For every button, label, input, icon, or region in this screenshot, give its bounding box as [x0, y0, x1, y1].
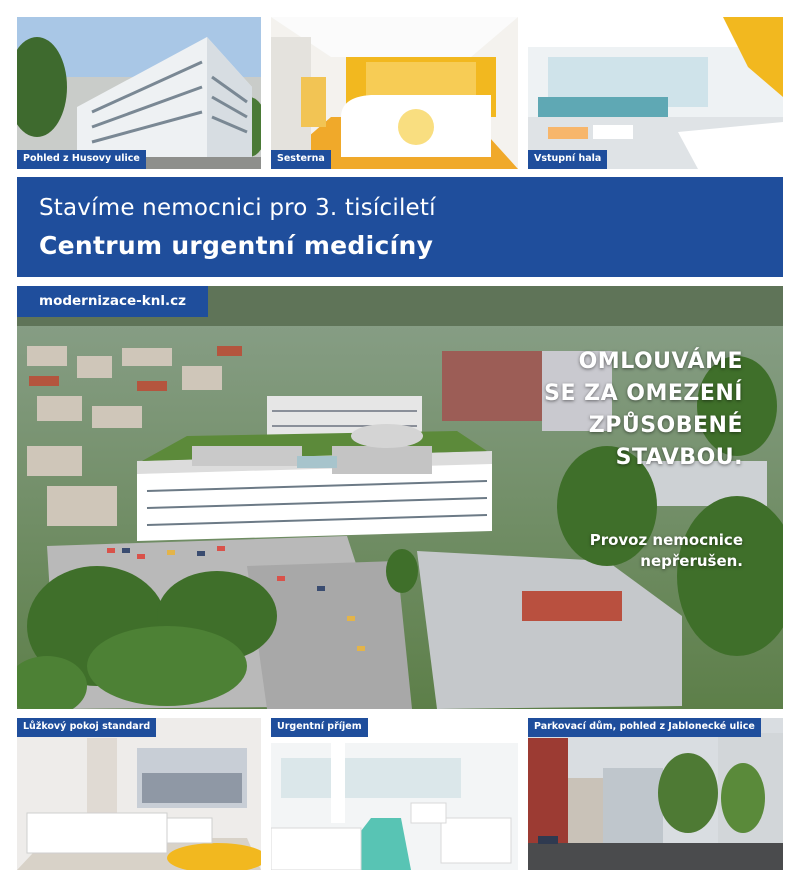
caption-nurse-station: Sesterna — [271, 150, 331, 169]
apology-message: OMLOUVÁME SE ZA OMEZENÍ ZPŮSOBENÉ STAVBOU. — [544, 349, 743, 470]
photo-building-exterior — [17, 17, 261, 169]
caption-patient-room: Lůžkový pokoj standard — [17, 718, 156, 737]
website-url-label: modernizace-knl.cz — [17, 286, 208, 317]
title-banner — [17, 177, 783, 277]
aerial-hospital-image — [17, 286, 783, 709]
photo-entrance-hall — [528, 17, 783, 169]
photo-nurse-station — [271, 17, 518, 169]
banner-title: Centrum urgentní medicíny — [39, 231, 434, 260]
photo-emergency-room — [271, 718, 518, 870]
caption-emergency-room: Urgentní příjem — [271, 718, 368, 737]
caption-entrance-hall: Vstupní hala — [528, 150, 607, 169]
banner-subtitle: Stavíme nemocnici pro 3. tisíciletí — [39, 195, 436, 221]
photo-parking-house — [528, 718, 783, 870]
caption-parking-house: Parkovací dům, pohled z Jablonecké ulice — [528, 718, 761, 737]
caption-building-exterior: Pohled z Husovy ulice — [17, 150, 146, 169]
operation-notice: Provoz nemocnice nepřerušen. — [589, 531, 743, 570]
photo-patient-room — [17, 718, 261, 870]
